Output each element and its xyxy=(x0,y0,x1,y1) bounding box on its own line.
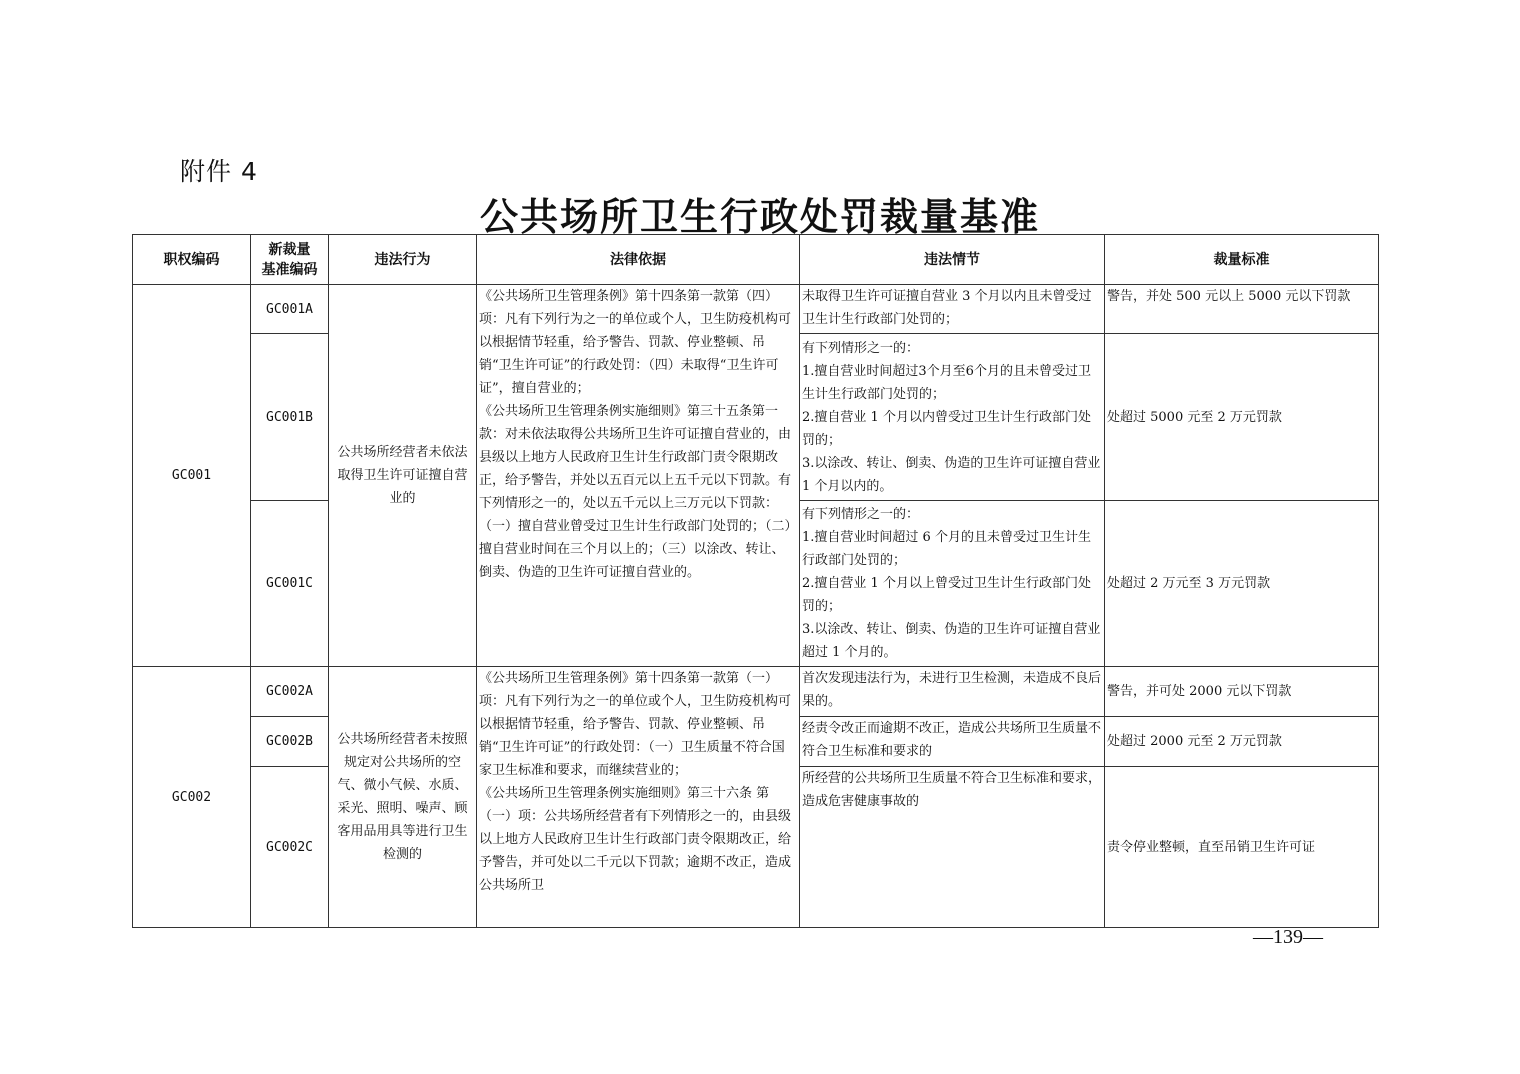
legal-basis-cell: 《公共场所卫生管理条例》第十四条第一款第（四）项：凡有下列行为之一的单位或个人，卫生防疫机构可以根据情节轻重，给予警告、罚款、停业整顿、吊销“卫生许可证”的行政处罚：（四）未取得“卫生许可证”，擅自营业的； 《公共场所卫生管理条例实施细则》第三十五条第一款：对未依法取得公共场所卫生许可证擅自营业的，由县级以上地方人民政府卫生计生行政部门责令限期改正，给予警告，并处以五百元以上五千元以下罚款。有下列情形之一的，处以五千元以上三万元以下罚款：（一）擅自营业曾受过卫生计生行政部门处罚的；（二）擅自营业时间在三个月以上的；（三）以涂改、转让、倒卖、伪造的卫生许可证擅自营业的。 xyxy=(477,285,800,667)
standard-cell: 警告，并处 500 元以上 5000 元以下罚款 xyxy=(1105,285,1379,334)
table-row xyxy=(133,285,1379,334)
header-new-code: 新裁量 基准编码 xyxy=(251,235,329,285)
header-violation: 违法行为 xyxy=(329,235,477,285)
standard-cell: 处超过 2 万元至 3 万元罚款 xyxy=(1105,501,1379,667)
standard-cell: 处超过 5000 元至 2 万元罚款 xyxy=(1105,334,1379,501)
attachment-label: 附件 4 xyxy=(180,157,258,186)
circumstances-cell: 首次发现违法行为，未进行卫生检测，未造成不良后果的。 xyxy=(800,667,1105,717)
standard-cell: 警告，并可处 2000 元以下罚款 xyxy=(1105,667,1379,717)
new-code-cell: GC001A xyxy=(251,285,329,334)
violation-cell: 公共场所经营者未按照规定对公共场所的空气、微小气候、水质、采光、照明、噪声、顾客用品用具等进行卫生检测的 xyxy=(329,667,477,928)
penalty-standard-table xyxy=(132,234,1379,928)
header-authority-code: 职权编码 xyxy=(133,235,251,285)
new-code-cell: GC002A xyxy=(251,667,329,717)
new-code-cell: GC002C xyxy=(251,767,329,928)
circumstances-cell: 经责令改正而逾期不改正，造成公共场所卫生质量不符合卫生标准和要求的 xyxy=(800,717,1105,767)
new-code-cell: GC001C xyxy=(251,501,329,667)
header-row xyxy=(133,235,1379,285)
legal-basis-cell: 《公共场所卫生管理条例》第十四条第一款第（一）项：凡有下列行为之一的单位或个人，卫生防疫机构可以根据情节轻重，给予警告、罚款、停业整顿、吊销“卫生许可证”的行政处罚：（一）卫生质量不符合国家卫生标准和要求，而继续营业的； 《公共场所卫生管理条例实施细则》第三十六条 第（一）项：公共场所经营者有下列情形之一的，由县级以上地方人民政府卫生计生行政部门责令限期改正，给予警告，并可处以二千元以下罚款；逾期不改正，造成公共场所卫 xyxy=(477,667,800,928)
table-row xyxy=(133,667,1379,717)
header-circumstances: 违法情节 xyxy=(800,235,1105,285)
header-legal-basis: 法律依据 xyxy=(477,235,800,285)
authority-code-cell: GC002 xyxy=(133,667,251,928)
header-standard: 裁量标准 xyxy=(1105,235,1379,285)
circumstances-cell: 有下列情形之一的： 1.擅自营业时间超过 6 个月的且未曾受过卫生计生行政部门处罚的； 2.擅自营业 1 个月以上曾受过卫生计生行政部门处罚的； 3.以涂改、转让、倒卖、伪造的卫生许可证擅自营业超过 1 个月的。 xyxy=(800,501,1105,667)
circumstances-cell: 所经营的公共场所卫生质量不符合卫生标准和要求，造成危害健康事故的 xyxy=(800,767,1105,928)
new-code-cell: GC002B xyxy=(251,717,329,767)
page-number: —139— xyxy=(1253,926,1323,948)
authority-code-cell: GC001 xyxy=(133,285,251,667)
new-code-cell: GC001B xyxy=(251,334,329,501)
violation-cell: 公共场所经营者未依法取得卫生许可证擅自营业的 xyxy=(329,285,477,667)
standard-cell: 责令停业整顿，直至吊销卫生许可证 xyxy=(1105,767,1379,928)
circumstances-cell: 有下列情形之一的： 1.擅自营业时间超过3个月至6个月的且未曾受过卫生计生行政部门处罚的； 2.擅自营业 1 个月以内曾受过卫生计生行政部门处罚的； 3.以涂改、转让、倒卖、伪造的卫生许可证擅自营业 1 个月以内的。 xyxy=(800,334,1105,501)
standard-cell: 处超过 2000 元至 2 万元罚款 xyxy=(1105,717,1379,767)
document-title: 公共场所卫生行政处罚裁量基准 xyxy=(479,194,1040,239)
circumstances-cell: 未取得卫生许可证擅自营业 3 个月以内且未曾受过卫生计生行政部门处罚的； xyxy=(800,285,1105,334)
